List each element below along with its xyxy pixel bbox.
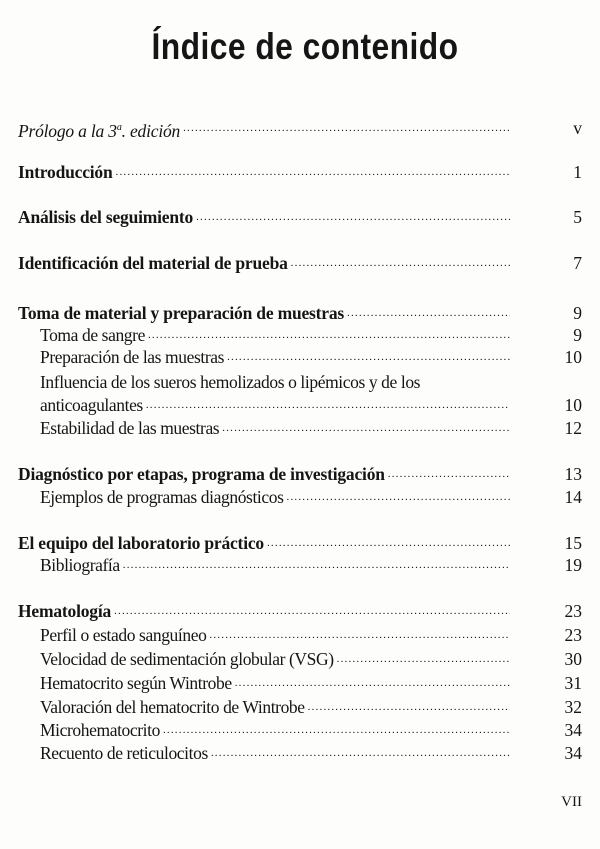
dot-leader — [180, 117, 510, 142]
toc-label: El equipo del laboratorio práctico — [18, 533, 264, 553]
toc-page: 34 — [564, 720, 582, 740]
toc-page: 23 — [564, 601, 582, 621]
dot-leader — [305, 696, 510, 718]
toc-label: Hematología — [18, 601, 112, 621]
toc-page: 12 — [564, 418, 582, 438]
dot-leader — [208, 742, 510, 764]
toc-label: Diagnóstico por etapas, programa de investigación — [18, 464, 385, 484]
toc-section[interactable] — [0, 554, 600, 576]
toc-label: Valoración del hematocrito de Wintrobe — [40, 697, 305, 717]
toc-chapter[interactable] — [0, 600, 600, 622]
toc-label: Bibliografía — [40, 555, 120, 575]
toc-page: 9 — [573, 303, 582, 323]
toc-label: Prólogo a la 3$^a$. edición — [18, 120, 181, 141]
toc-label: Microhematocrito — [40, 720, 160, 740]
toc-section[interactable] — [0, 719, 600, 741]
toc-page: 23 — [564, 625, 582, 645]
toc-label: Recuento de reticulocitos — [40, 743, 208, 763]
toc-chapter[interactable] — [0, 161, 600, 183]
dot-leader — [288, 252, 510, 274]
toc-section[interactable] — [0, 696, 600, 718]
toc-page: 32 — [564, 697, 582, 717]
toc-section[interactable] — [0, 486, 600, 508]
toc-page: 13 — [564, 464, 582, 484]
toc-label: Ejemplos de programas diagnósticos — [40, 487, 284, 507]
toc-page: v — [573, 118, 582, 138]
toc-section[interactable] — [0, 624, 600, 646]
toc-label: Estabilidad de las muestras — [40, 418, 220, 438]
toc-page: 5 — [573, 207, 582, 227]
toc-page: 10 — [564, 347, 582, 367]
toc-label: Velocidad de sedimentación globular (VSG) — [40, 649, 334, 669]
dot-leader — [224, 346, 510, 368]
dot-leader — [193, 206, 510, 228]
toc-chapter[interactable] — [0, 302, 600, 324]
toc-page: 30 — [564, 649, 582, 669]
toc-chapter[interactable] — [0, 532, 600, 554]
toc-page: 34 — [564, 743, 582, 763]
dot-leader — [344, 302, 510, 324]
toc-page: 14 — [564, 487, 582, 507]
toc-section[interactable] — [0, 648, 600, 670]
dot-leader — [219, 417, 510, 439]
toc-section[interactable] — [0, 672, 600, 694]
toc-page: 7 — [573, 253, 582, 273]
dot-leader — [264, 532, 510, 554]
dot-leader — [120, 554, 510, 576]
dot-leader — [232, 672, 510, 694]
toc-section[interactable] — [0, 417, 600, 439]
toc-entry-prologue[interactable] — [0, 117, 600, 139]
dot-leader — [334, 648, 510, 670]
toc-section[interactable] — [0, 324, 600, 346]
dot-leader — [113, 161, 510, 183]
dot-leader — [206, 624, 510, 646]
dot-leader — [160, 719, 510, 741]
toc-label: Preparación de las muestras — [40, 347, 225, 367]
toc-section[interactable] — [0, 371, 600, 393]
page-folio: VII — [561, 794, 582, 810]
toc-page: 10 — [564, 395, 582, 415]
toc-page: 9 — [573, 325, 582, 345]
toc-label: Identificación del material de prueba — [18, 253, 288, 273]
toc-page: 31 — [564, 673, 582, 693]
toc-chapter[interactable] — [0, 206, 600, 228]
dot-leader — [284, 486, 511, 508]
dot-leader — [143, 394, 510, 416]
toc-label: Toma de sangre — [40, 325, 145, 345]
toc-label: Hematocrito según Wintrobe — [40, 673, 232, 693]
toc-section[interactable] — [0, 394, 600, 416]
toc-label: Análisis del seguimiento — [18, 207, 194, 227]
toc-label: Toma de material y preparación de muestras — [18, 303, 345, 323]
toc-label: Perfil o estado sanguíneo — [40, 625, 207, 645]
toc-section[interactable] — [0, 346, 600, 368]
dot-leader — [145, 324, 510, 346]
dot-leader — [385, 463, 510, 485]
toc-section[interactable] — [0, 742, 600, 764]
toc-page: 1 — [573, 162, 582, 182]
page-title: Índice de contenido — [151, 26, 459, 67]
dot-leader — [111, 600, 510, 622]
toc-label: Influencia de los sueros hemolizados o lipémicos y de los — [40, 372, 421, 392]
toc-label: Introducción — [18, 162, 113, 182]
toc-label: anticoagulantes — [40, 395, 143, 415]
toc-chapter[interactable] — [0, 463, 600, 485]
toc-page: 15 — [564, 533, 582, 553]
toc-chapter[interactable] — [0, 252, 600, 274]
toc-page: 19 — [564, 555, 582, 575]
dot-leader — [420, 371, 510, 393]
